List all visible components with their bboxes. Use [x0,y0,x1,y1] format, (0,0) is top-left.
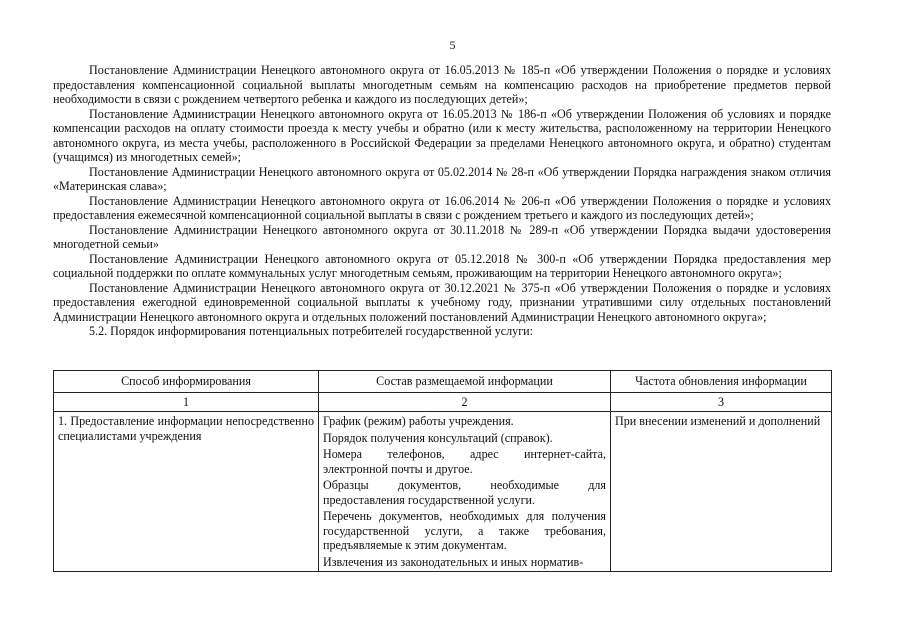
section-heading: 5.2. Порядок информирования потенциальных потребителей государственной услуги: [89,324,534,338]
cell-frequency: При внесении изменений и дополнений [611,412,832,572]
content-item: График (режим) работы учреждения. [323,414,514,428]
paragraph-resolution-300: Постановление Администрации Ненецкого автономного округа от 05.12.2018 № 300-п «Об утверждении Порядка предоставления мер социальной поддержки по оплате коммунальных услуг многодетным семьям, проживающим на территории Ненецкого автономного округа»; [53,251,831,280]
document-body [53,63,831,339]
header-content: Состав размещаемой информации [319,371,611,393]
header-frequency: Частота обновления информации [611,371,832,393]
column-number-2: 2 [319,392,611,412]
column-number-1: 1 [54,392,319,412]
paragraph-resolution-289: Постановление Администрации Ненецкого автономного округа от 30.11.2018 № 289-п «Об утверждении Порядка выдачи удостоверения многодетной семьи» [53,222,831,251]
content-item: Образцы документов, необходимые для предоставления государственной услуги. [323,478,606,507]
table-index-row [54,392,832,412]
paragraph-resolution-28: Постановление Администрации Ненецкого автономного округа от 05.02.2014 № 28-п «Об утверждении Порядка награждения знаком отличия «Материнская слава»; [53,164,831,193]
paragraph-resolution-186: Постановление Администрации Ненецкого автономного округа от 16.05.2013 № 186-п «Об утверждении Положения об условиях и порядке компенсации расходов на оплату стоимости проезда к месту учебы и обратно (или к месту жительства, расположенному на территории Ненецкого автономного округа, из места учебы, расположенного в Российской Федерации за пределами Ненецкого автономного округа, и обратно) студентам (учащимся) из многодетных семей»; [53,106,831,164]
paragraph-resolution-375: Постановление Администрации Ненецкого автономного округа от 30.12.2021 № 375-п «Об утверждении Положения о порядке и условиях предоставления ежегодной единовременной социальной выплаты к учебному году, признании утратившими силу отдельных постановлений Администрации Ненецкого автономного округа и отдельных положений постановлений Администрации Ненецкого автономного округа»; [53,280,831,324]
cell-method: 1. Предоставление информации непосредственно специалистами учреждения [54,412,319,572]
header-method: Способ информирования [54,371,319,393]
content-item: Номера телефонов, адрес интернет-сайта, электронной почты и другое. [323,447,606,476]
cell-content [319,412,611,572]
paragraph-resolution-206: Постановление Администрации Ненецкого автономного округа от 16.06.2014 № 206-п «Об утверждении Положения о порядке и условиях предоставления ежемесячной компенсационной социальной выплаты в связи с рождением третьего и каждого из последующих детей»; [53,193,831,222]
content-item: Извлечения из законодательных и иных норматив- [323,554,584,569]
table-row [54,412,832,572]
table-header-row [54,371,832,393]
column-number-3: 3 [611,392,832,412]
page-number: 5 [449,38,456,52]
content-item: Порядок получения консультаций (справок). [323,430,553,445]
content-item: Перечень документов, необходимых для получения государственной услуги, а также требования, предъявляемые к этим документам. [323,509,606,552]
paragraph-resolution-185: Постановление Администрации Ненецкого автономного округа от 16.05.2013 № 185-п «Об утверждении Положения о порядке и условиях предоставления компенсационной социальной выплаты многодетным семьям на компенсацию расходов на приобретение предметов первой необходимости в связи с рождением четвертого ребенка и каждого из последующих детей»; [53,63,831,106]
information-table [53,370,832,572]
